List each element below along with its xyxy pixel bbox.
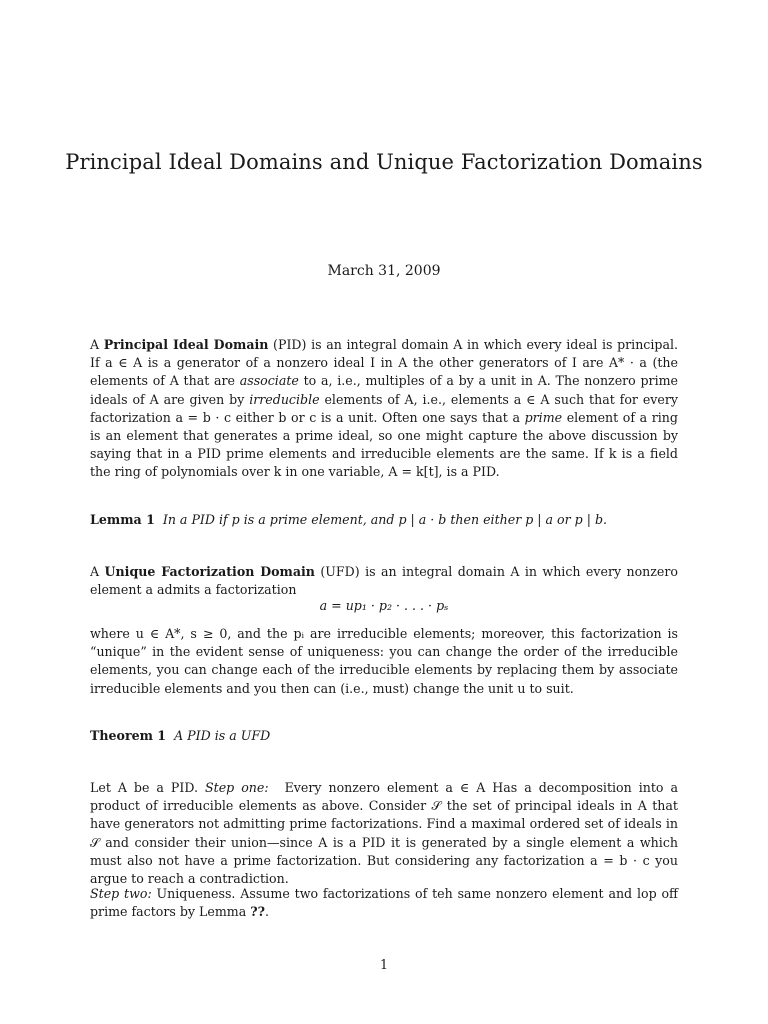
document-date: March 31, 2009 (327, 263, 441, 279)
paragraph-proof-step-two: Step two: Uniqueness. Assume two factorizations of teh same nonzero element and lop off prime factors by Lemma ??. (90, 886, 678, 920)
document-title: Principal Ideal Domains and Unique Factorization Domains (65, 150, 703, 174)
theorem-statement: A PID is a UFD (174, 728, 271, 743)
term-unique-factorization-domain: Unique Factorization Domain (104, 564, 315, 579)
paragraph-ufd-definition: A Unique Factorization Domain (UFD) is an integral domain A in which every nonzero element a admits a factorization (90, 564, 678, 598)
lemma-1 (90, 511, 678, 529)
term-principal-ideal-domain: Principal Ideal Domain (103, 337, 269, 352)
step-one-label: Step one: (205, 780, 269, 795)
paragraph-pid-definition: A Principal Ideal Domain (PID) is an integral domain A in which every ideal is principal. If a ∈ A is a generator of a nonzero ideal I in A the other generators of I are A* · a (the elements of A that are associate to a, i.e., multiples of a by a unit in A. The nonzero prime ideals of A are given by irreducible elements of A, i.e., elements a ∈ A such that for every factorization a = b · c either b or c is a unit. Often one says that a prime element of a ring is an element that generates a prime ideal, so one might capture the above discussion by saying that in a PID prime elements and irreducible elements are the same. If k is a field the ring of polynomials over k in one variable, A = k[t], is a PID. (90, 337, 678, 480)
page-number: 1 (379, 957, 388, 972)
factorization-equation: a = up₁ · p₂ · . . . · pₛ (319, 598, 449, 613)
theorem-heading: Theorem 1 (90, 728, 167, 743)
paragraph-uniqueness: where u ∈ A*, s ≥ 0, and the pᵢ are irreducible elements; moreover, this factorization is “unique” in the evident sense of uniqueness: you can change the order of the irreducible elements, you can change each of the irreducible elements by replacing them by associate irreducible elements and you then can (i.e., must) change the unit u to suit. (90, 626, 678, 696)
lemma-statement: In a PID if p is a prime element, and p | a · b then either p | a or p | b. (162, 512, 608, 527)
lemma-heading: Lemma 1 (90, 512, 155, 527)
lemma-reference: ?? (250, 904, 266, 920)
paragraph-proof-step-one: Let A be a PID. Step one: Every nonzero element a ∈ A Has a decomposition into a product of irreducible elements as above. Consider 𝒮 the set of principal ideals in A that have generators not admitting prime factorizations. Find a maximal ordered set of ideals in 𝒮 and consider their union—since A is a PID it is generated by a single element a which must also not have a prime factorization. But considering any factorization a = b · c you argue to reach a contradiction. (90, 780, 678, 887)
step-two-label: Step two: (90, 886, 152, 901)
theorem-1 (90, 727, 678, 745)
